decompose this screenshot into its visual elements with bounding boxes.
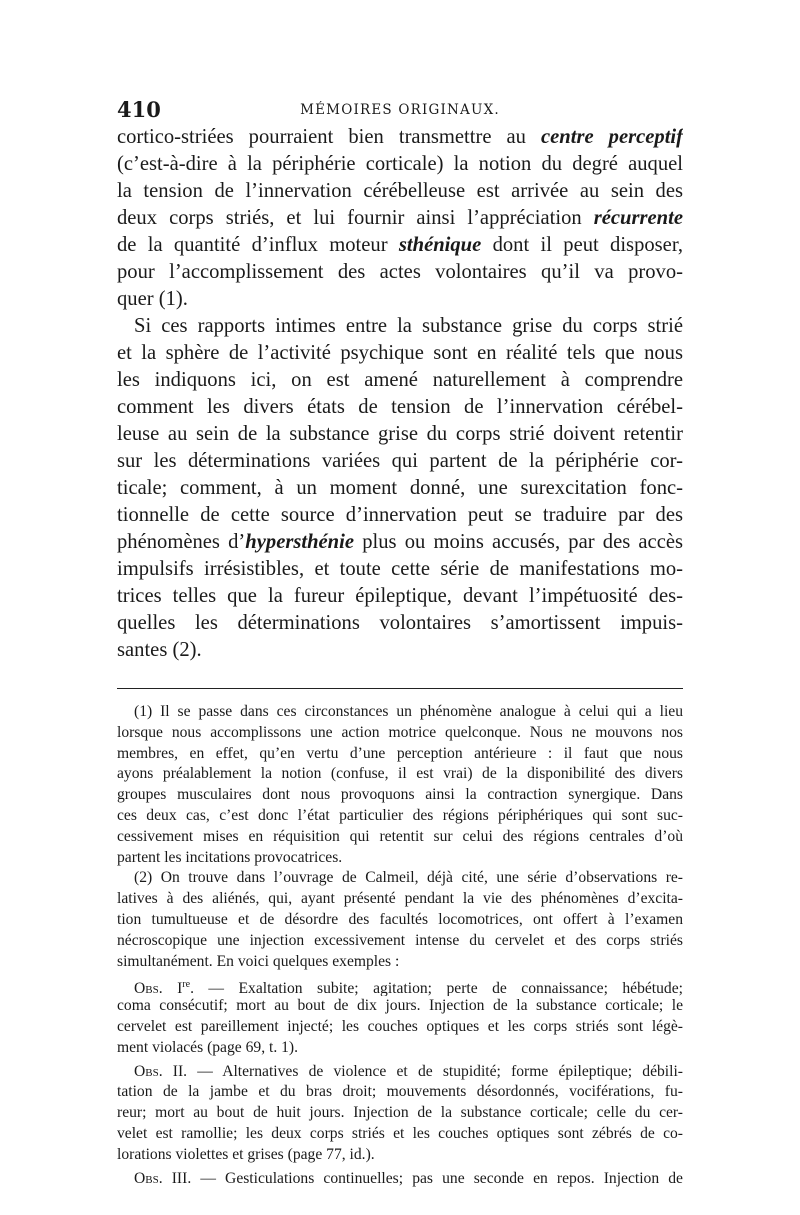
text-line: santes (2). xyxy=(117,639,202,661)
observation-line: Obs. III. — Gesticulations continuelles; pas une seconde en repos. Injection de xyxy=(134,1169,683,1187)
footnote-line: ayons préalablement la notion (confuse, il est vrai) de la disponibilité des divers xyxy=(117,765,683,783)
text-line: comment les divers états de tension de l’innervation cérébel- xyxy=(117,396,683,418)
footnote-line: cessivement mises en réquisition qui retentit sur celui des régions centrales d’où xyxy=(117,827,683,845)
text-line: leuse au sein de la substance grise du corps strié doivent retentir xyxy=(117,423,683,445)
footnote-line: (2) On trouve dans l’ouvrage de Calmeil, déjà cité, une série d’observations re- xyxy=(134,869,683,887)
footnote-rule xyxy=(117,688,683,689)
text-line: ticale; comment, à un moment donné, une surexcitation fonc- xyxy=(117,477,683,499)
text-line: deux corps striés, et lui fournir ainsi l’appréciation récurrente xyxy=(117,207,683,229)
text-line: (c’est-à-dire à la périphérie corticale) la notion du degré auquel xyxy=(117,153,683,175)
text-line: Si ces rapports intimes entre la substance grise du corps strié xyxy=(134,315,683,337)
footnote-line: lorsque nous accomplissons une action motrice quelconque. Nous ne mouvons nos xyxy=(117,723,683,741)
text-line: et la sphère de l’activité psychique sont en réalité tels que nous xyxy=(117,342,683,364)
footnote-line: partent les incitations provocatrices. xyxy=(117,848,343,866)
footnote-line: membres, en effet, qu’en vertu d’une perception antérieure : il faut que nous xyxy=(117,744,683,762)
observation-line: Obs. Ire. — Exaltation subite; agitation; perte de connaissance; hébétude; xyxy=(134,979,683,997)
obs-label: Obs. II. xyxy=(134,1062,188,1080)
italic-term: récurrente xyxy=(593,207,683,229)
footnote-line: tation de la jambe et du bras droit; mouvements désordonnés, vociférations, fu- xyxy=(117,1083,683,1101)
footnote-line: velet est ramollie; les deux corps striés et les couches optiques sont zébrés de co- xyxy=(117,1124,683,1142)
footnote-line: lorations violettes et grises (page 77, id.). xyxy=(117,1145,375,1163)
page-number: 410 xyxy=(117,97,161,122)
footnote-line: ces deux cas, c’est donc l’état particulier des régions périphériques qui sont suc- xyxy=(117,806,683,824)
italic-term: sthénique xyxy=(398,234,482,256)
footnotes xyxy=(117,702,683,1189)
obs-label: Obs. I xyxy=(134,980,183,997)
footnote-line: coma consécutif; mort au bout de dix jours. Injection de la substance corticale; le xyxy=(117,997,683,1015)
footnote-line: simultanément. En voici quelques exemples : xyxy=(117,952,400,970)
footnote-line: reur; mort au bout de huit jours. Injection de la substance corticale; celle du cer- xyxy=(117,1104,683,1122)
footnote-line: ment violacés (page 69, t. 1). xyxy=(117,1038,299,1056)
text-line: sur les déterminations variées qui partent de la périphérie cor- xyxy=(117,450,683,472)
text-line: trices telles que la fureur épileptique, devant l’impétuosité des- xyxy=(117,585,683,607)
text-line: la tension de l’innervation cérébelleuse est arrivée au sein des xyxy=(117,180,683,202)
text-line: pour l’accomplissement des actes volontaires qu’il va provo- xyxy=(117,261,683,283)
main-text xyxy=(117,124,683,664)
italic-term: hypersthénie xyxy=(245,531,354,553)
text-line: impulsifs irrésistibles, et toute cette série de manifestations mo- xyxy=(117,558,683,580)
obs-label: Obs. III. xyxy=(134,1169,192,1187)
text-line: tionnelle de cette source d’innervation peut se traduire par des xyxy=(117,504,683,526)
italic-term: centre perceptif xyxy=(541,126,683,148)
text-line: quer (1). xyxy=(117,288,188,310)
text-line: les indiquons ici, on est amené naturellement à comprendre xyxy=(117,369,683,391)
footnote-line: latives à des aliénés, qui, ayant présenté pendant la vie des phénomènes d’excita- xyxy=(117,890,683,908)
running-head: MÉMOIRES ORIGINAUX. xyxy=(300,102,500,118)
text-line: de la quantité d’influx moteur sthénique dont il peut disposer, xyxy=(117,234,683,256)
footnote-line: cervelet est pareillement injecté; les couches optiques et les corps striés sont légè- xyxy=(117,1017,683,1035)
footnote-line: tion tumultueuse et de désordre des facultés locomotrices, ont offert à l’examen xyxy=(117,910,683,928)
text-line: cortico-striées pourraient bien transmettre au centre perceptif xyxy=(117,126,683,148)
observation-line: Obs. II. — Alternatives de violence et de stupidité; forme épileptique; débili- xyxy=(134,1062,683,1080)
footnote-line: nécroscopique une injection excessivement intense du cervelet et des corps striés xyxy=(117,931,683,949)
text-line: phénomènes d’hypersthénie plus ou moins accusés, par des accès xyxy=(117,531,683,553)
text-line: quelles les déterminations volontaires s’amortissent impuis- xyxy=(117,612,683,634)
footnote-line: (1) Il se passe dans ces circonstances un phénomène analogue à celui qui a lieu xyxy=(134,703,683,720)
footnote-line: groupes musculaires dont nous provoquons ainsi la contraction synergique. Dans xyxy=(117,786,683,804)
page-header xyxy=(117,97,683,125)
